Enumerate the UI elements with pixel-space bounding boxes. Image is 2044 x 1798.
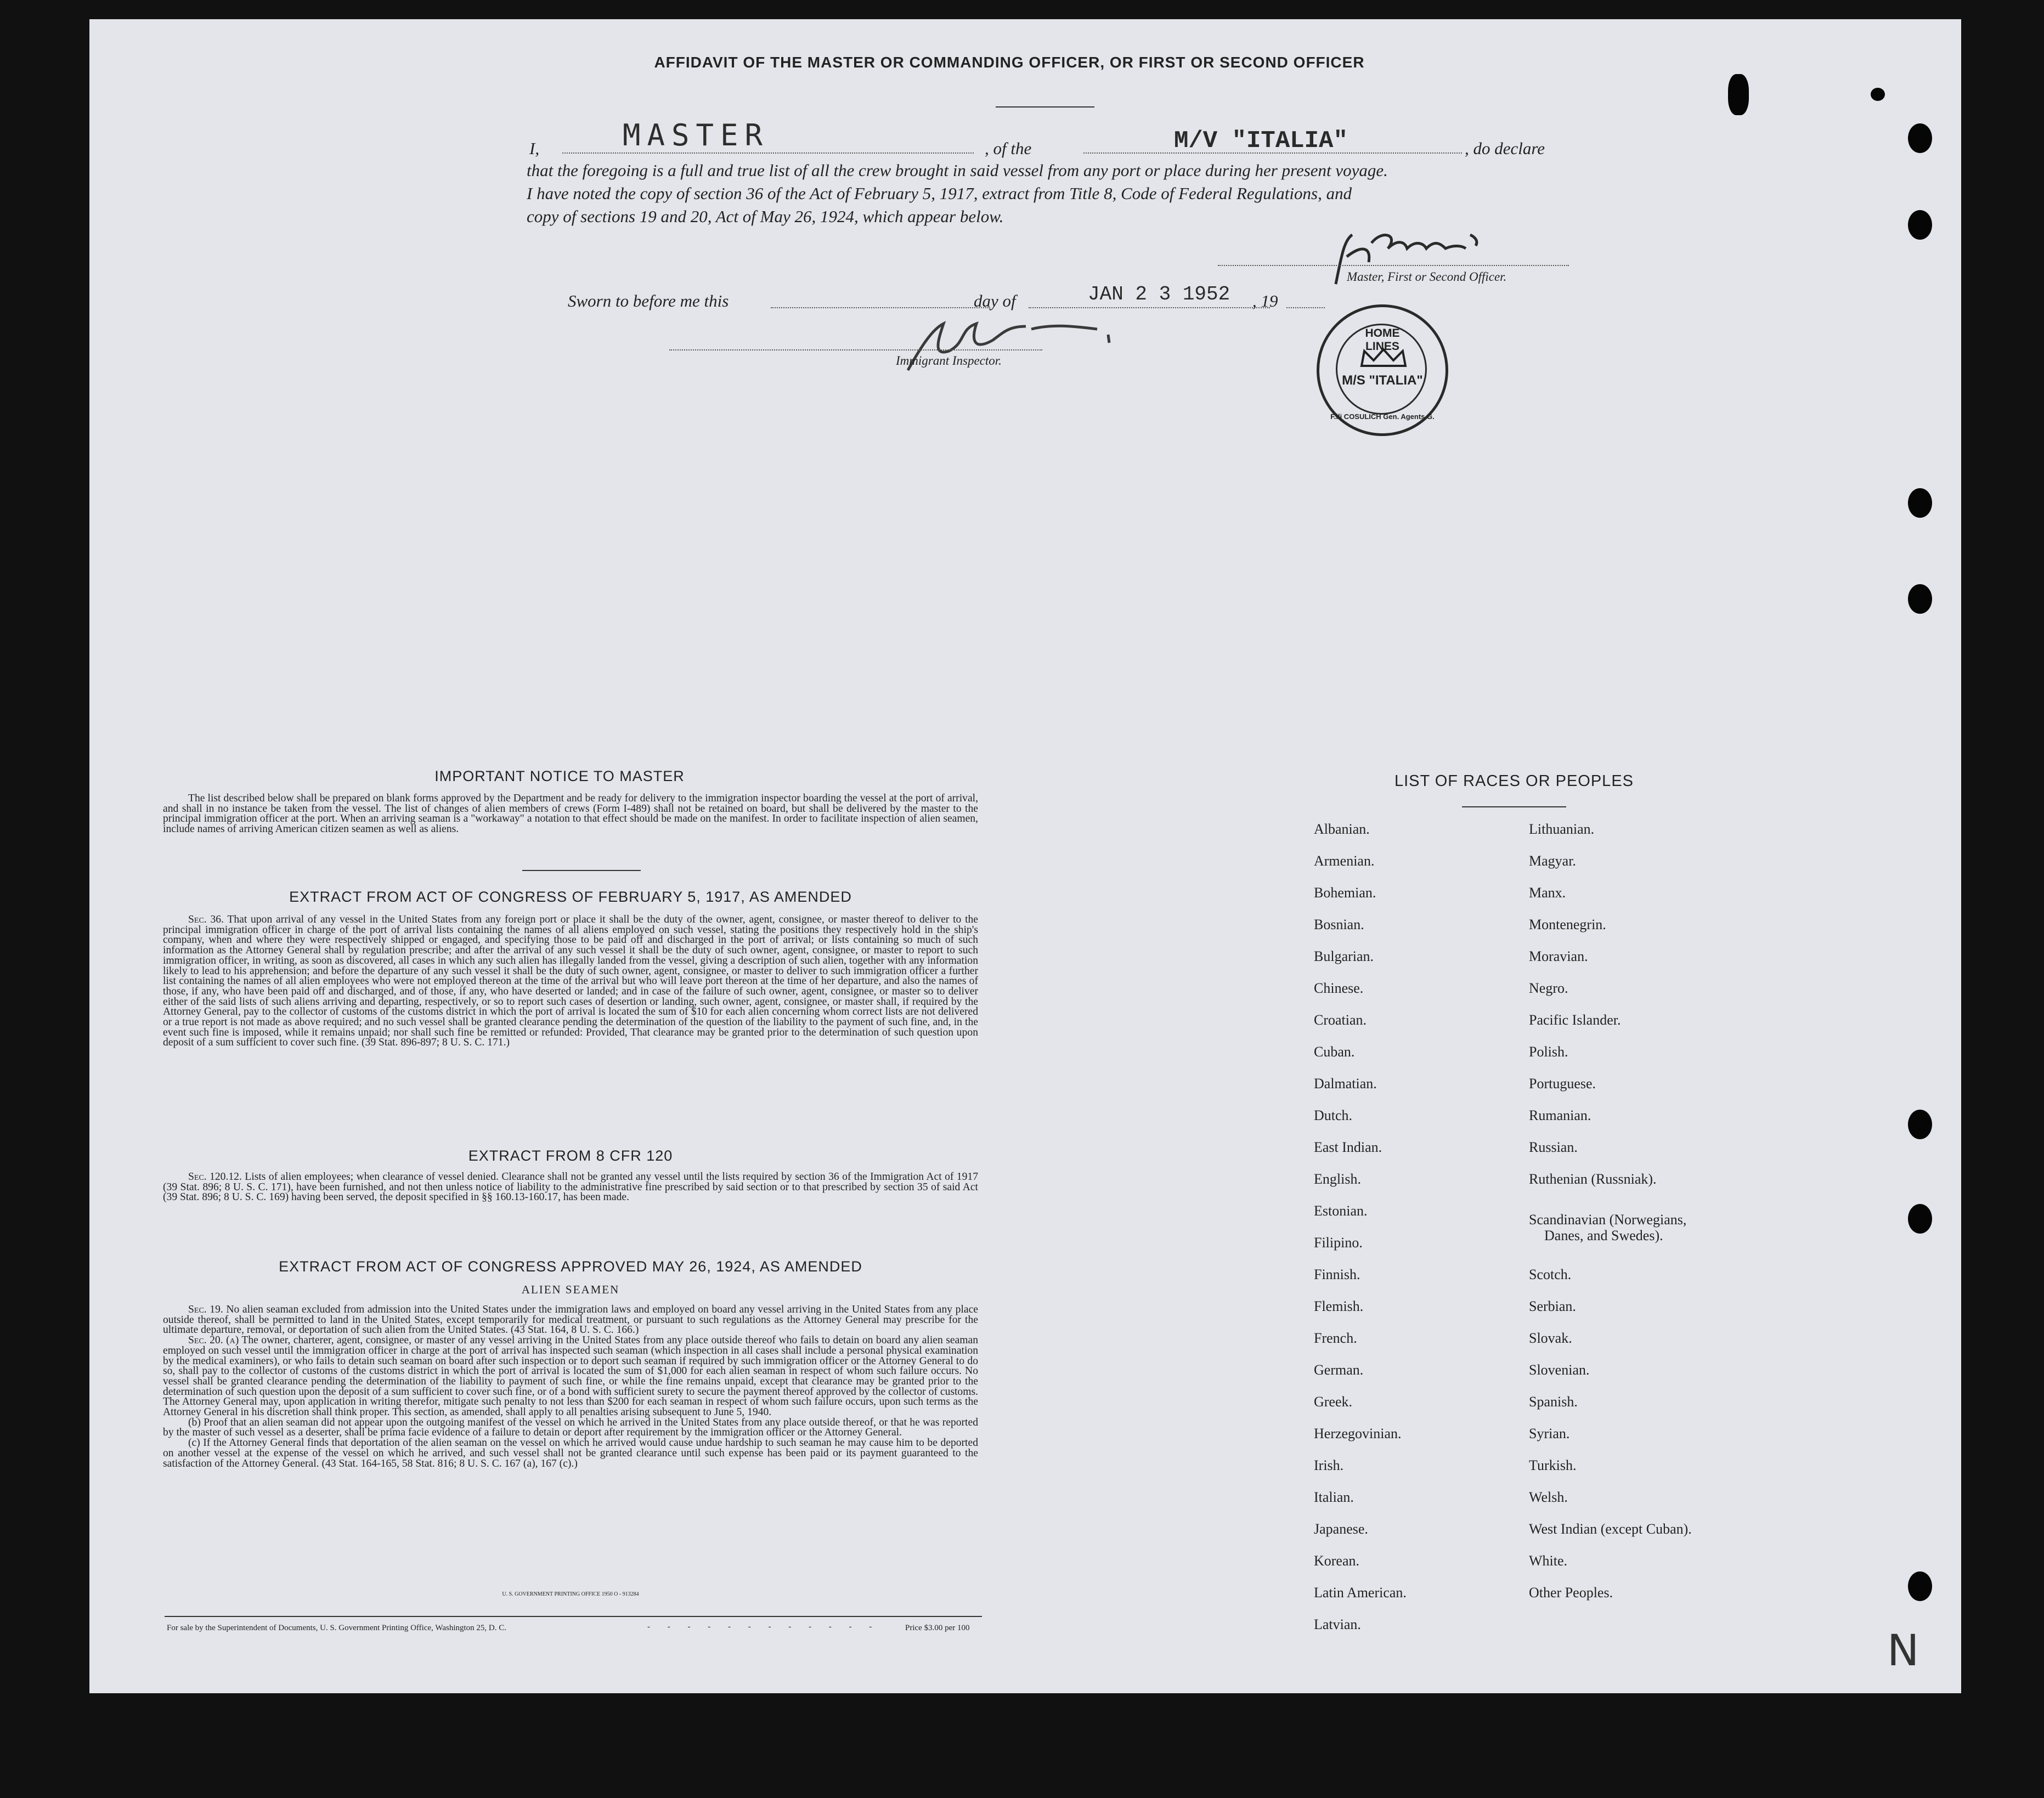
race-right: Magyar. bbox=[1529, 853, 1576, 869]
notice-paragraph: The list described below shall be prepared on blank forms approved by the Department and be ready for delivery to the immigration inspector boarding the vessel at the port of arrival, and shall in no instance be taken from the vessel. The list of changes of alien members of crews (Form I-489) shall not be retained on board, but shall be delivered by the master to the principal immigration officer at the port. When an arriving seaman is a "workaway" a notation to that effect should be made on the manifest. In order to facilitate inspection of alien seamen, include names of arriving American citizen seamen as well as aliens. bbox=[163, 793, 978, 835]
race-right: Portuguese. bbox=[1529, 1076, 1596, 1092]
race-left: East Indian. bbox=[1314, 1139, 1382, 1155]
race-right: Negro. bbox=[1529, 980, 1568, 996]
race-left: Albanian. bbox=[1314, 821, 1370, 837]
race-right: Polish. bbox=[1529, 1044, 1568, 1060]
race-right: Scotch. bbox=[1529, 1266, 1572, 1282]
race-left: Cuban. bbox=[1314, 1044, 1355, 1060]
ink-spot bbox=[1871, 88, 1885, 101]
master-handwritten: MASTER bbox=[623, 118, 770, 152]
master-blank bbox=[562, 152, 974, 154]
date-blank bbox=[1029, 307, 1270, 308]
i-prefix: I, bbox=[529, 139, 540, 158]
title-divider bbox=[996, 106, 1094, 108]
race-left: French. bbox=[1314, 1330, 1357, 1346]
race-right: Rumanian. bbox=[1529, 1107, 1591, 1123]
race-right: Lithuanian. bbox=[1529, 821, 1595, 837]
ink-blot bbox=[1728, 74, 1749, 115]
race-left: Herzegovinian. bbox=[1314, 1426, 1402, 1441]
crown-icon bbox=[1359, 347, 1408, 369]
race-left: Chinese. bbox=[1314, 980, 1364, 996]
extract-cfr-text bbox=[163, 1172, 978, 1203]
race-right: Ruthenian (Russniak). bbox=[1529, 1171, 1657, 1187]
footer-price: Price $3.00 per 100 bbox=[905, 1624, 970, 1632]
race-left: Japanese. bbox=[1314, 1521, 1368, 1537]
race-left: Latvian. bbox=[1314, 1616, 1361, 1632]
race-left: Flemish. bbox=[1314, 1298, 1364, 1314]
race-right: Moravian. bbox=[1529, 948, 1588, 964]
race-right: Slovenian. bbox=[1529, 1362, 1590, 1378]
race-left: Bohemian. bbox=[1314, 885, 1376, 901]
inspector-caption: Immigrant Inspector. bbox=[896, 354, 1002, 367]
race-right: Pacific Islander. bbox=[1529, 1012, 1621, 1028]
sworn-prefix: Sworn to before me this bbox=[568, 291, 729, 310]
punch-hole bbox=[1908, 123, 1932, 153]
race-left: Estonian. bbox=[1314, 1203, 1368, 1219]
sec-19-text: No alien seaman excluded from admission into the United States under the immigration laws and employed on board any vessel arriving in the United States from any place outside thereof, shall be permitted to land in the United States, except temporarily for medical treatment, or pursuant to such regulations as the Attorney General may prescribe for the ultimate departure, removal, or deportation of such alien from the United States. (43 Stat. 164, 8 U. S. C. 166.) bbox=[163, 1304, 979, 1336]
sec-36-label: Sec. 36. bbox=[188, 914, 224, 925]
stamp-vessel: M/S "ITALIA" bbox=[1342, 373, 1423, 388]
declaration-line-3: I have noted the copy of section 36 of the Act of February 5, 1917, extract from Title 8, Code of Federal Regulations, and bbox=[527, 184, 1352, 203]
officer-caption: Master, First or Second Officer. bbox=[1347, 270, 1507, 284]
sec-19-label: Sec. 19. bbox=[188, 1304, 223, 1315]
footer-dots: - - - - - - - - - - - - bbox=[647, 1622, 880, 1631]
extract-cfr-title: EXTRACT FROM 8 CFR 120 bbox=[468, 1147, 673, 1164]
affidavit-title: AFFIDAVIT OF THE MASTER OR COMMANDING OFFICER, OR FIRST OR SECOND OFFICER bbox=[654, 54, 1365, 71]
race-right: Montenegrin. bbox=[1529, 917, 1606, 932]
race-left: German. bbox=[1314, 1362, 1364, 1378]
race-left: Dutch. bbox=[1314, 1107, 1353, 1123]
do-declare: , do declare bbox=[1465, 139, 1545, 158]
punch-hole bbox=[1908, 488, 1932, 518]
vessel-name: M/V "ITALIA" bbox=[1174, 127, 1348, 155]
race-left: Armenian. bbox=[1314, 853, 1375, 869]
footer-sale: For sale by the Superintendent of Documents, U. S. Government Printing Office, Washington 25, D. C. bbox=[167, 1624, 506, 1632]
race-left: Croatian. bbox=[1314, 1012, 1367, 1028]
day-of: day of bbox=[974, 291, 1016, 310]
race-right: Scandinavian (Norwegians, bbox=[1529, 1212, 1687, 1228]
punch-hole bbox=[1908, 584, 1932, 614]
race-left: Irish. bbox=[1314, 1457, 1344, 1473]
stamp-bottom-text: F.lli COSULICH Gen. Agents G. bbox=[1330, 412, 1435, 421]
gpo-line: U. S. GOVERNMENT PRINTING OFFICE 1950 O - 913284 bbox=[502, 1591, 639, 1597]
race-left: Bosnian. bbox=[1314, 917, 1364, 932]
race-right: White. bbox=[1529, 1553, 1568, 1569]
races-title: LIST OF RACES OR PEOPLES bbox=[1394, 772, 1634, 790]
extract-1917-text bbox=[163, 915, 978, 1048]
notice-text bbox=[163, 794, 978, 835]
date-stamp: JAN 2 3 1952 bbox=[1088, 283, 1230, 306]
sec-20b-text: (b) Proof that an alien seaman did not appear upon the outgoing manifest of the vessel on which he arrived in the United States from any place outside thereof, or that he was reported by the master of such vessel as a deserter, shall be prima facie evidence of a failure to detain or deport after requirement by the immigration officer or the Attorney General. bbox=[163, 1416, 978, 1439]
sec-20a-text: The owner, charterer, agent, consignee, or master of any vessel arriving in the United States from any place outside thereof who fails to detain on board any alien seaman employed on such vessel until the immigration officer in charge at the port of arrival has inspected such seaman (which inspection in all cases shall include a personal physical examination by the medical examiners), or who fails to detain such seaman on board after such inspection or to deport such seaman if required by such immigration officer or the Attorney General to do so, shall pay to the collector of customs of the customs district in which the port of arrival is located the sum of $1,000 for each alien seaman in respect of whom such failure occurs. No vessel shall be granted clearance pending the determination of the liability to payment of such fine, or while the fine remains unpaid, except that clearance may be granted prior to the determination of such question upon the deposit of a sum sufficient to cover such fine, or of a bond with sufficient surety to secure the payment thereof approved by the collector of customs. The Attorney General may, upon application in writing therefor, mitigate such penalty to not less than $200 for each seaman in respect of whom such failure occurs, upon such terms as the Attorney General in his discretion shall think proper. This section, as amended, shall apply to all penalties arising subsequent to June 5, 1940. bbox=[163, 1335, 979, 1418]
race-right: Spanish. bbox=[1529, 1394, 1578, 1410]
punch-hole bbox=[1908, 210, 1932, 240]
race-right-continuation: Danes, and Swedes). bbox=[1544, 1228, 1663, 1243]
race-left: Latin American. bbox=[1314, 1585, 1407, 1601]
race-left: Filipino. bbox=[1314, 1235, 1363, 1251]
declaration-line-2: that the foregoing is a full and true list of all the crew brought in said vessel from any port or place during her present voyage. bbox=[527, 161, 1388, 180]
declaration-line-4: copy of sections 19 and 20, Act of May 26, 1924, which appear below. bbox=[527, 207, 1004, 226]
alien-seamen-subtitle: ALIEN SEAMEN bbox=[521, 1283, 620, 1296]
divider bbox=[522, 870, 641, 871]
officer-signature-line bbox=[1218, 265, 1569, 266]
sec-120-label: Sec. 120.12. bbox=[188, 1171, 242, 1183]
sec-20-label: Sec. 20. (a) bbox=[188, 1335, 239, 1347]
race-right: Syrian. bbox=[1529, 1426, 1570, 1441]
punch-hole bbox=[1908, 1110, 1932, 1139]
year-blank bbox=[1286, 307, 1325, 308]
race-right: West Indian (except Cuban). bbox=[1529, 1521, 1692, 1537]
inspector-signature-line bbox=[669, 349, 1042, 350]
race-left: Bulgarian. bbox=[1314, 948, 1374, 964]
vessel-blank bbox=[1083, 152, 1462, 154]
year-suffix: , 19 bbox=[1252, 291, 1278, 310]
sec-20c-text: (c) If the Attorney General finds that deportation of the alien seaman on the vessel on which he arrived would cause undue hardship to such seaman he may cause him to be deported on another vessel at the expense of the vessel on which he arrived, and such vessel shall not be granted clearance until such expense has been paid or its payment guaranteed to the satisfaction of the Attorney General. (43 Stat. 164-165, 58 Stat. 816; 8 U. S. C. 167 (a), 167 (c).) bbox=[163, 1437, 978, 1469]
race-left: English. bbox=[1314, 1171, 1361, 1187]
race-right: Slovak. bbox=[1529, 1330, 1572, 1346]
extract-1924-title: EXTRACT FROM ACT OF CONGRESS APPROVED MAY 26, 1924, AS AMENDED bbox=[279, 1258, 862, 1275]
races-divider bbox=[1462, 806, 1566, 807]
race-right: Welsh. bbox=[1529, 1489, 1568, 1505]
extract-1924-text bbox=[163, 1305, 978, 1469]
punch-hole bbox=[1908, 1571, 1932, 1601]
race-left: Dalmatian. bbox=[1314, 1076, 1377, 1092]
sec-120-text: Lists of alien employees; when clearance of vessel denied. Clearance shall not be granted any vessel until the lists required by section 36 of the Immigration Act of 1917 (39 Stat. 896; 8 U. S. C. 171), have been furnished, and not then unless notice of liability to the administrative fine prescribed by said section or to that prescribed by section 35 of said Act (39 Stat. 896; 8 U. S. C. 169) having been served, the deposit specified in §§ 160.13-160.17, has been made. bbox=[163, 1171, 978, 1203]
race-left: Korean. bbox=[1314, 1553, 1360, 1569]
race-left: Italian. bbox=[1314, 1489, 1354, 1505]
stamp-top-text: HOME LINES bbox=[1365, 327, 1400, 353]
declaration-line-1 bbox=[529, 118, 1566, 160]
race-right: Serbian. bbox=[1529, 1298, 1576, 1314]
punch-hole bbox=[1908, 1204, 1932, 1234]
race-right: Turkish. bbox=[1529, 1457, 1577, 1473]
race-left: Greek. bbox=[1314, 1394, 1353, 1410]
ship-stamp bbox=[1317, 304, 1448, 436]
race-right: Manx. bbox=[1529, 885, 1566, 901]
race-right: Russian. bbox=[1529, 1139, 1578, 1155]
notice-title: IMPORTANT NOTICE TO MASTER bbox=[434, 768, 685, 784]
footer-rule bbox=[165, 1616, 982, 1617]
sec-36-text: That upon arrival of any vessel in the United States from any foreign port or place it shall be the duty of the owner, agent, consignee, or master thereof to deliver to the principal immigration officer in charge of the port of arrival lists containing the names of all aliens employed on such vessel, stating the positions they respectively hold in the ship's company, when and where they were respectively shipped or engaged, and specifying those to be paid off and discharged in the port of arrival; or lists containing so much of such information as the Attorney General shall by regulation prescribe; and after the arrival of any such vessel it shall be the duty of such owner, agent, consignee, or master to report to such immigration officer, in writing, as soon as discovered, all cases in which any such alien has illegally landed from the vessel, giving a description of such alien, together with any information likely to lead to his apprehension; and before the departure of any such vessel it shall be the duty of such owner, agent, consignee, or master to deliver to such immigration officer a further list containing the names of all alien employees who were not employed thereon at the time of the arrival but who will leave port thereon at the time of her departure, and also the names of those, if any, who have been paid off and discharged, and of those, if any, who have deserted or landed; and in case of the failure of such owner, agent, consignee, or master so to deliver either of the said lists of such aliens arriving and departing, respectively, or so to report such cases of desertion or landing, such owner, agent, consignee, or master shall, if required by the Attorney General, pay to the collector of customs of the customs district in which the port of arrival is located the sum of $10 for each alien concerning whom correct lists are not delivered or a true report is not made as above required; and no such vessel shall be granted clearance pending the determination of the question of the liability to the payment of such fine, and, in the event such fine is imposed, while it remains unpaid; nor shall such fine be remitted or refunded: Provided, That clearance may be granted prior to the determination of such question upon deposit of a sum sufficient to cover such fine. (39 Stat. 896-897; 8 U. S. C. 171.) bbox=[163, 914, 979, 1049]
margin-mark: N bbox=[1887, 1626, 1919, 1676]
extract-1917-title: EXTRACT FROM ACT OF CONGRESS OF FEBRUARY 5, 1917, AS AMENDED bbox=[289, 889, 852, 905]
day-blank bbox=[771, 307, 990, 308]
race-left: Finnish. bbox=[1314, 1266, 1360, 1282]
of-the: , of the bbox=[985, 139, 1032, 158]
race-right: Other Peoples. bbox=[1529, 1585, 1613, 1601]
